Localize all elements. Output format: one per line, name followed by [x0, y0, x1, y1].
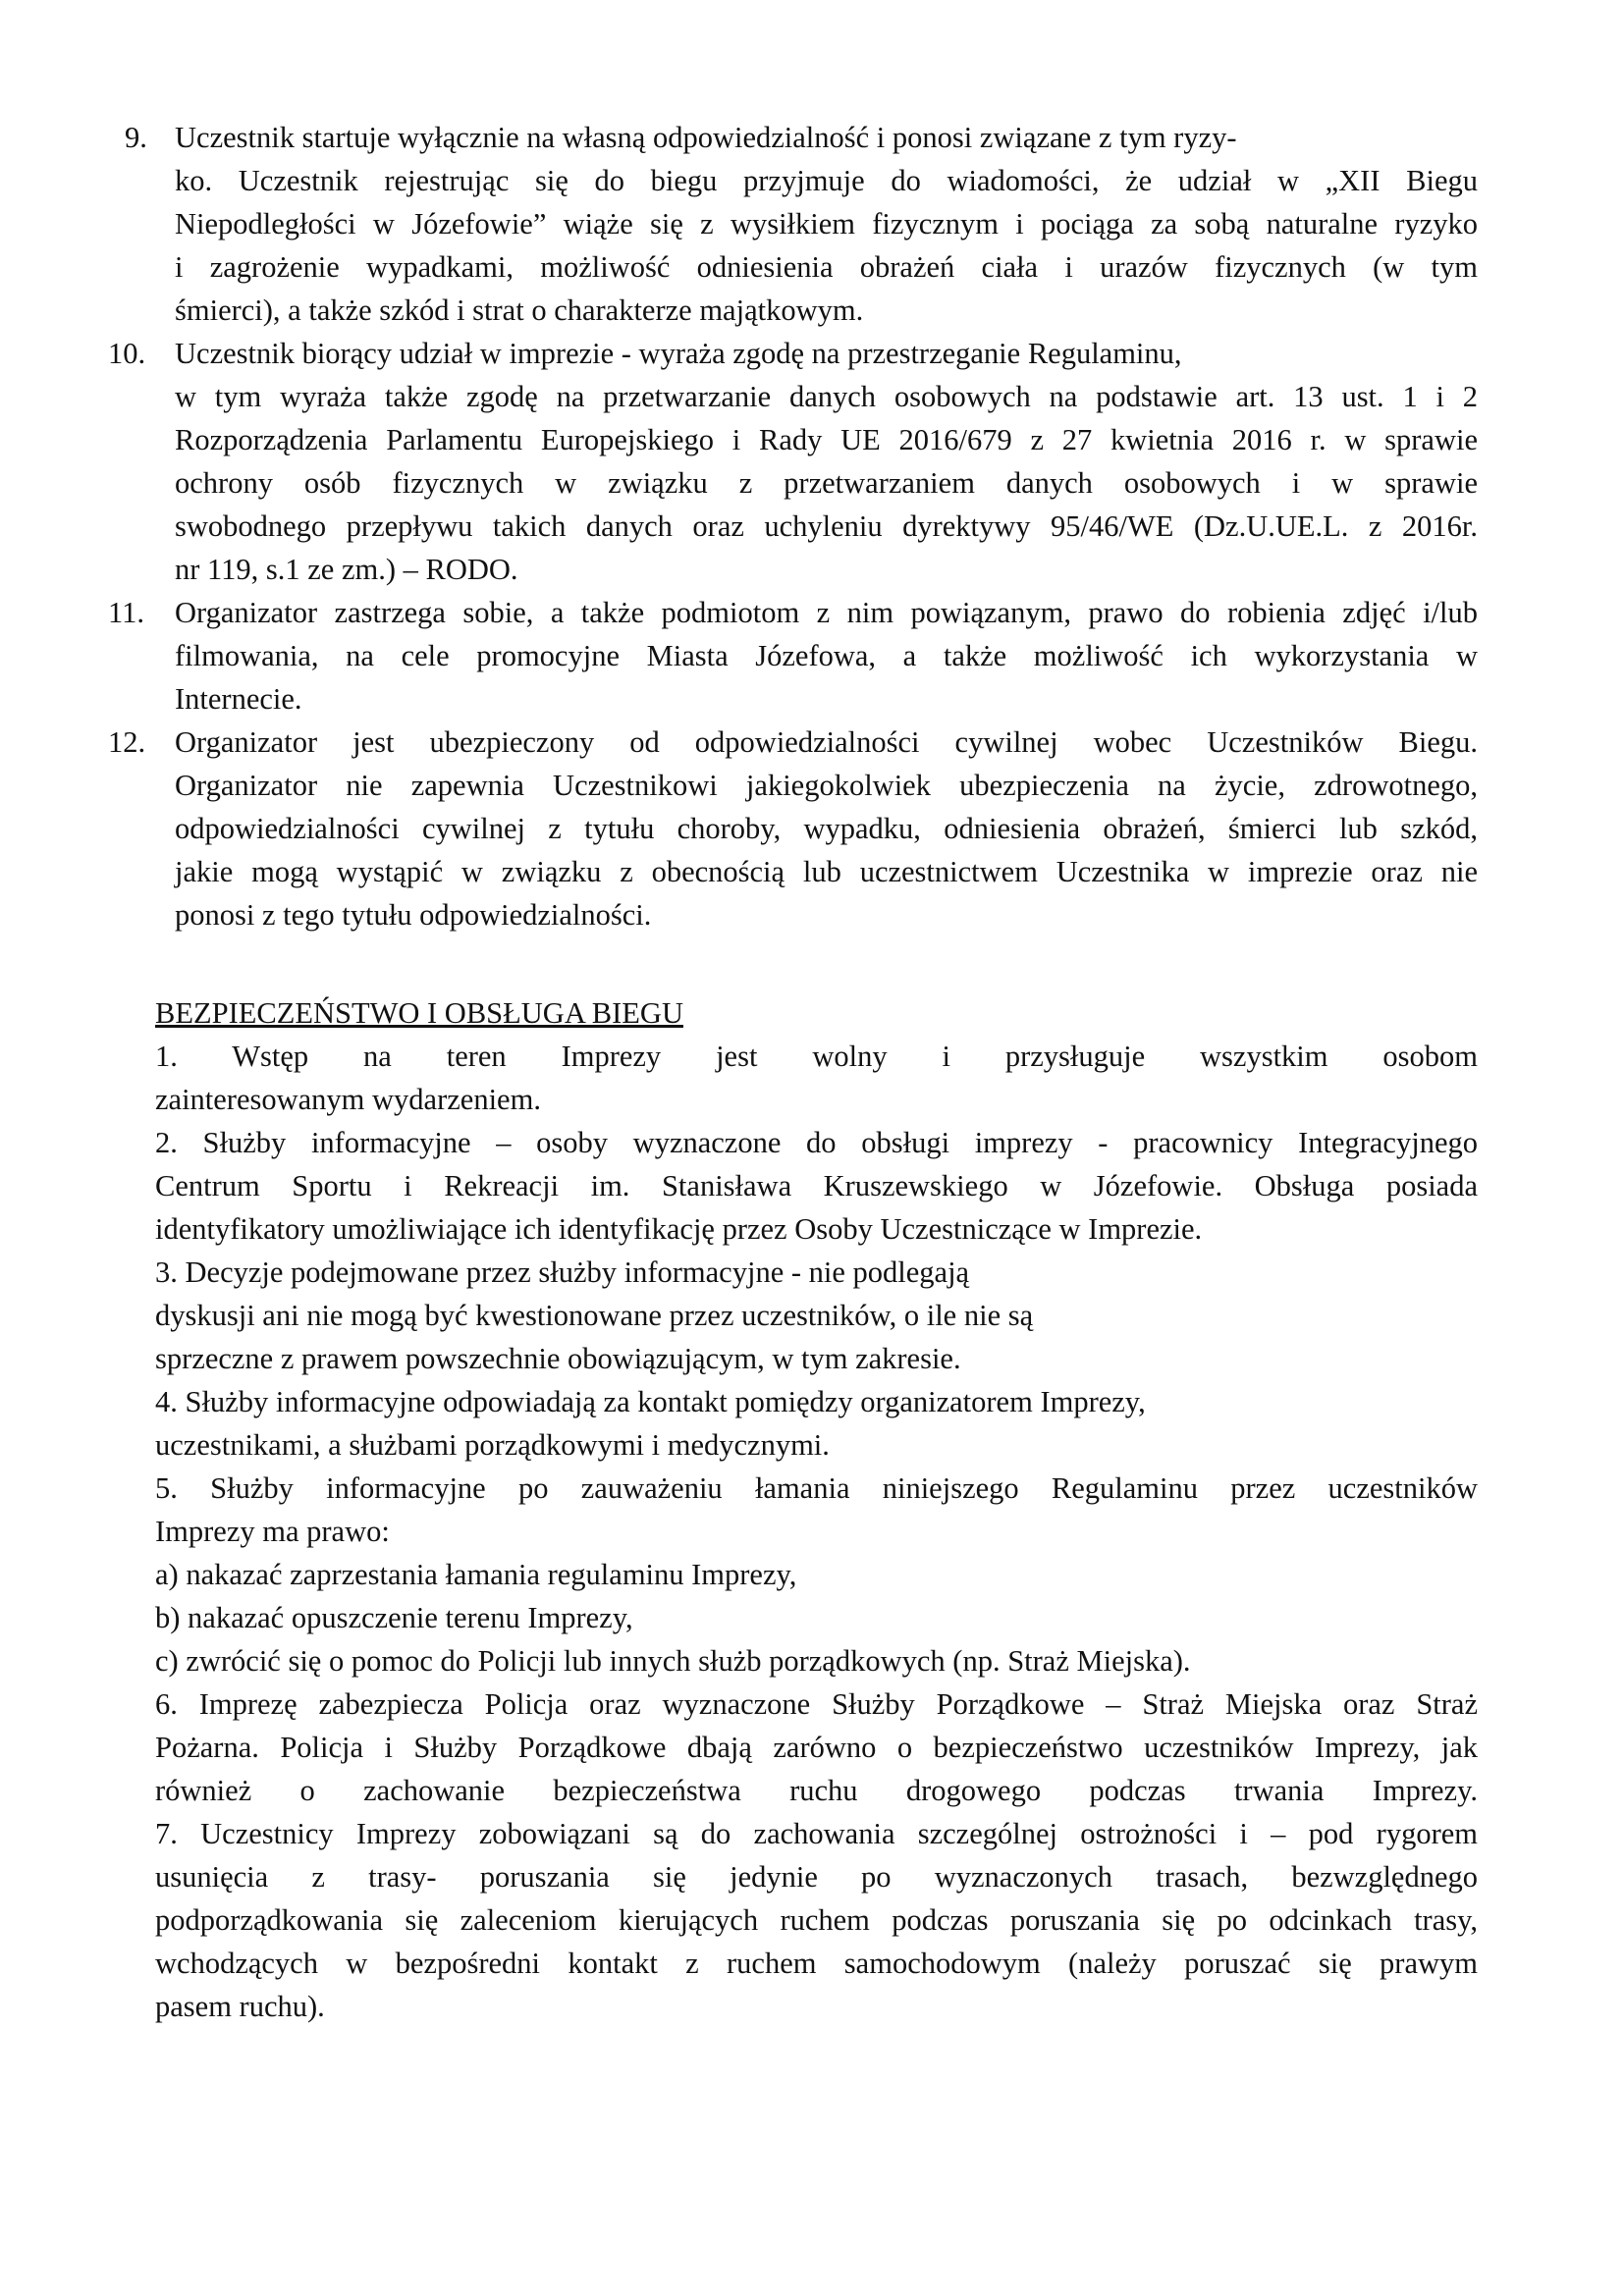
paragraph-line: usunięcia z trasy- poruszania się jedynie po wyznaczonych trasach, bezwzględnego: [155, 1860, 1478, 1894]
list-item-number: 12.: [108, 725, 146, 759]
paragraph-line: dyskusji ani nie mogą być kwestionowane przez uczestników, o ile nie są: [155, 1299, 1034, 1332]
paragraph-line: sprzeczne z prawem powszechnie obowiązującym, w tym zakresie.: [155, 1342, 961, 1375]
paragraph-line: Pożarna. Policja i Służby Porządkowe dbają zarówno o bezpieczeństwo uczestników Imprezy, jak: [155, 1731, 1478, 1764]
section-heading: BEZPIECZEŃSTWO I OBSŁUGA BIEGU: [155, 996, 683, 1030]
paragraph-line: c) zwrócić się o pomoc do Policji lub innych służb porządkowych (np. Straż Miejska).: [155, 1644, 1191, 1678]
paragraph-line: 7. Uczestnicy Imprezy zobowiązani są do zachowania szczególnej ostrożności i – pod rygorem: [155, 1817, 1478, 1850]
list-item-line: filmowania, na cele promocyjne Miasta Józefowa, a także możliwość ich wykorzystania w: [175, 639, 1478, 672]
list-item-number: 11.: [108, 596, 144, 629]
list-item-line: Internecie.: [175, 682, 302, 716]
list-item-line: ko. Uczestnik rejestrując się do biegu przyjmuje do wiadomości, że udział w „XII Biegu: [175, 164, 1478, 197]
paragraph-line: 1. Wstęp na teren Imprezy jest wolny i przysługuje wszystkim osobom: [155, 1040, 1478, 1073]
paragraph-line: a) nakazać zaprzestania łamania regulaminu Imprezy,: [155, 1558, 797, 1591]
paragraph-line: b) nakazać opuszczenie terenu Imprezy,: [155, 1601, 633, 1634]
paragraph-line: Centrum Sportu i Rekreacji im. Stanisława Kruszewskiego w Józefowie. Obsługa posiada: [155, 1169, 1478, 1202]
list-item-line: Uczestnik biorący udział w imprezie - wyraża zgodę na przestrzeganie Regulaminu,: [175, 337, 1182, 370]
paragraph-line: 2. Służby informacyjne – osoby wyznaczone do obsługi imprezy - pracownicy Integracyjnego: [155, 1126, 1478, 1159]
list-item-line: jakie mogą wystąpić w związku z obecnością lub uczestnictwem Uczestnika w imprezie oraz nie: [175, 855, 1478, 888]
paragraph-line: pasem ruchu).: [155, 1990, 325, 2023]
paragraph-line: identyfikatory umożliwiające ich identyfikację przez Osoby Uczestniczące w Imprezie.: [155, 1212, 1203, 1246]
paragraph-line: również o zachowanie bezpieczeństwa ruchu drogowego podczas trwania Imprezy.: [155, 1774, 1478, 1807]
list-item-line: śmierci), a także szkód i strat o charakterze majątkowym.: [175, 294, 864, 327]
paragraph-line: 5. Służby informacyjne po zauważeniu łamania niniejszego Regulaminu przez uczestników: [155, 1471, 1478, 1505]
paragraph-line: uczestnikami, a służbami porządkowymi i medycznymi.: [155, 1428, 830, 1462]
list-item-line: Uczestnik startuje wyłącznie na własną odpowiedzialność i ponosi związane z tym ryzy-: [175, 121, 1237, 154]
list-item-line: Organizator nie zapewnia Uczestnikowi jakiegokolwiek ubezpieczenia na życie, zdrowotnego,: [175, 769, 1478, 802]
list-item-line: ponosi z tego tytułu odpowiedzialności.: [175, 898, 652, 932]
paragraph-line: 4. Służby informacyjne odpowiadają za kontakt pomiędzy organizatorem Imprezy,: [155, 1385, 1146, 1418]
list-item-line: w tym wyraża także zgodę na przetwarzanie danych osobowych na podstawie art. 13 ust. 1 i 2: [175, 380, 1478, 413]
list-item-line: i zagrożenie wypadkami, możliwość odniesienia obrażeń ciała i urazów fizycznych (w tym: [175, 250, 1478, 284]
list-item-line: swobodnego przepływu takich danych oraz uchyleniu dyrektywy 95/46/WE (Dz.U.UE.L. z 2016r.: [175, 509, 1478, 543]
list-item-line: Rozporządzenia Parlamentu Europejskiego i Rady UE 2016/679 z 27 kwietnia 2016 r. w sprawie: [175, 423, 1478, 456]
list-item-line: odpowiedzialności cywilnej z tytułu choroby, wypadku, odniesienia obrażeń, śmierci lub szkód,: [175, 812, 1478, 845]
paragraph-line: podporządkowania się zaleceniom kierujących ruchem podczas poruszania się po odcinkach trasy,: [155, 1903, 1478, 1937]
paragraph-line: wchodzących w bezpośredni kontakt z ruchem samochodowym (należy poruszać się prawym: [155, 1947, 1478, 1980]
paragraph-line: zainteresowanym wydarzeniem.: [155, 1083, 541, 1116]
paragraph-line: 6. Imprezę zabezpiecza Policja oraz wyznaczone Służby Porządkowe – Straż Miejska oraz Straż: [155, 1687, 1478, 1721]
list-item-line: nr 119, s.1 ze zm.) – RODO.: [175, 553, 518, 586]
list-item-line: Organizator jest ubezpieczony od odpowiedzialności cywilnej wobec Uczestników Biegu.: [175, 725, 1478, 759]
list-item-line: Niepodległości w Józefowie” wiąże się z wysiłkiem fizycznym i pociąga za sobą naturalne ryzyko: [175, 207, 1478, 240]
paragraph-line: Imprezy ma prawo:: [155, 1515, 390, 1548]
list-item-line: ochrony osób fizycznych w związku z przetwarzaniem danych osobowych i w sprawie: [175, 466, 1478, 500]
list-item-number: 9.: [125, 121, 147, 154]
paragraph-line: 3. Decyzje podejmowane przez służby informacyjne - nie podlegają: [155, 1255, 970, 1289]
list-item-number: 10.: [108, 337, 146, 370]
list-item-line: Organizator zastrzega sobie, a także podmiotom z nim powiązanym, prawo do robienia zdjęć i/lub: [175, 596, 1478, 629]
